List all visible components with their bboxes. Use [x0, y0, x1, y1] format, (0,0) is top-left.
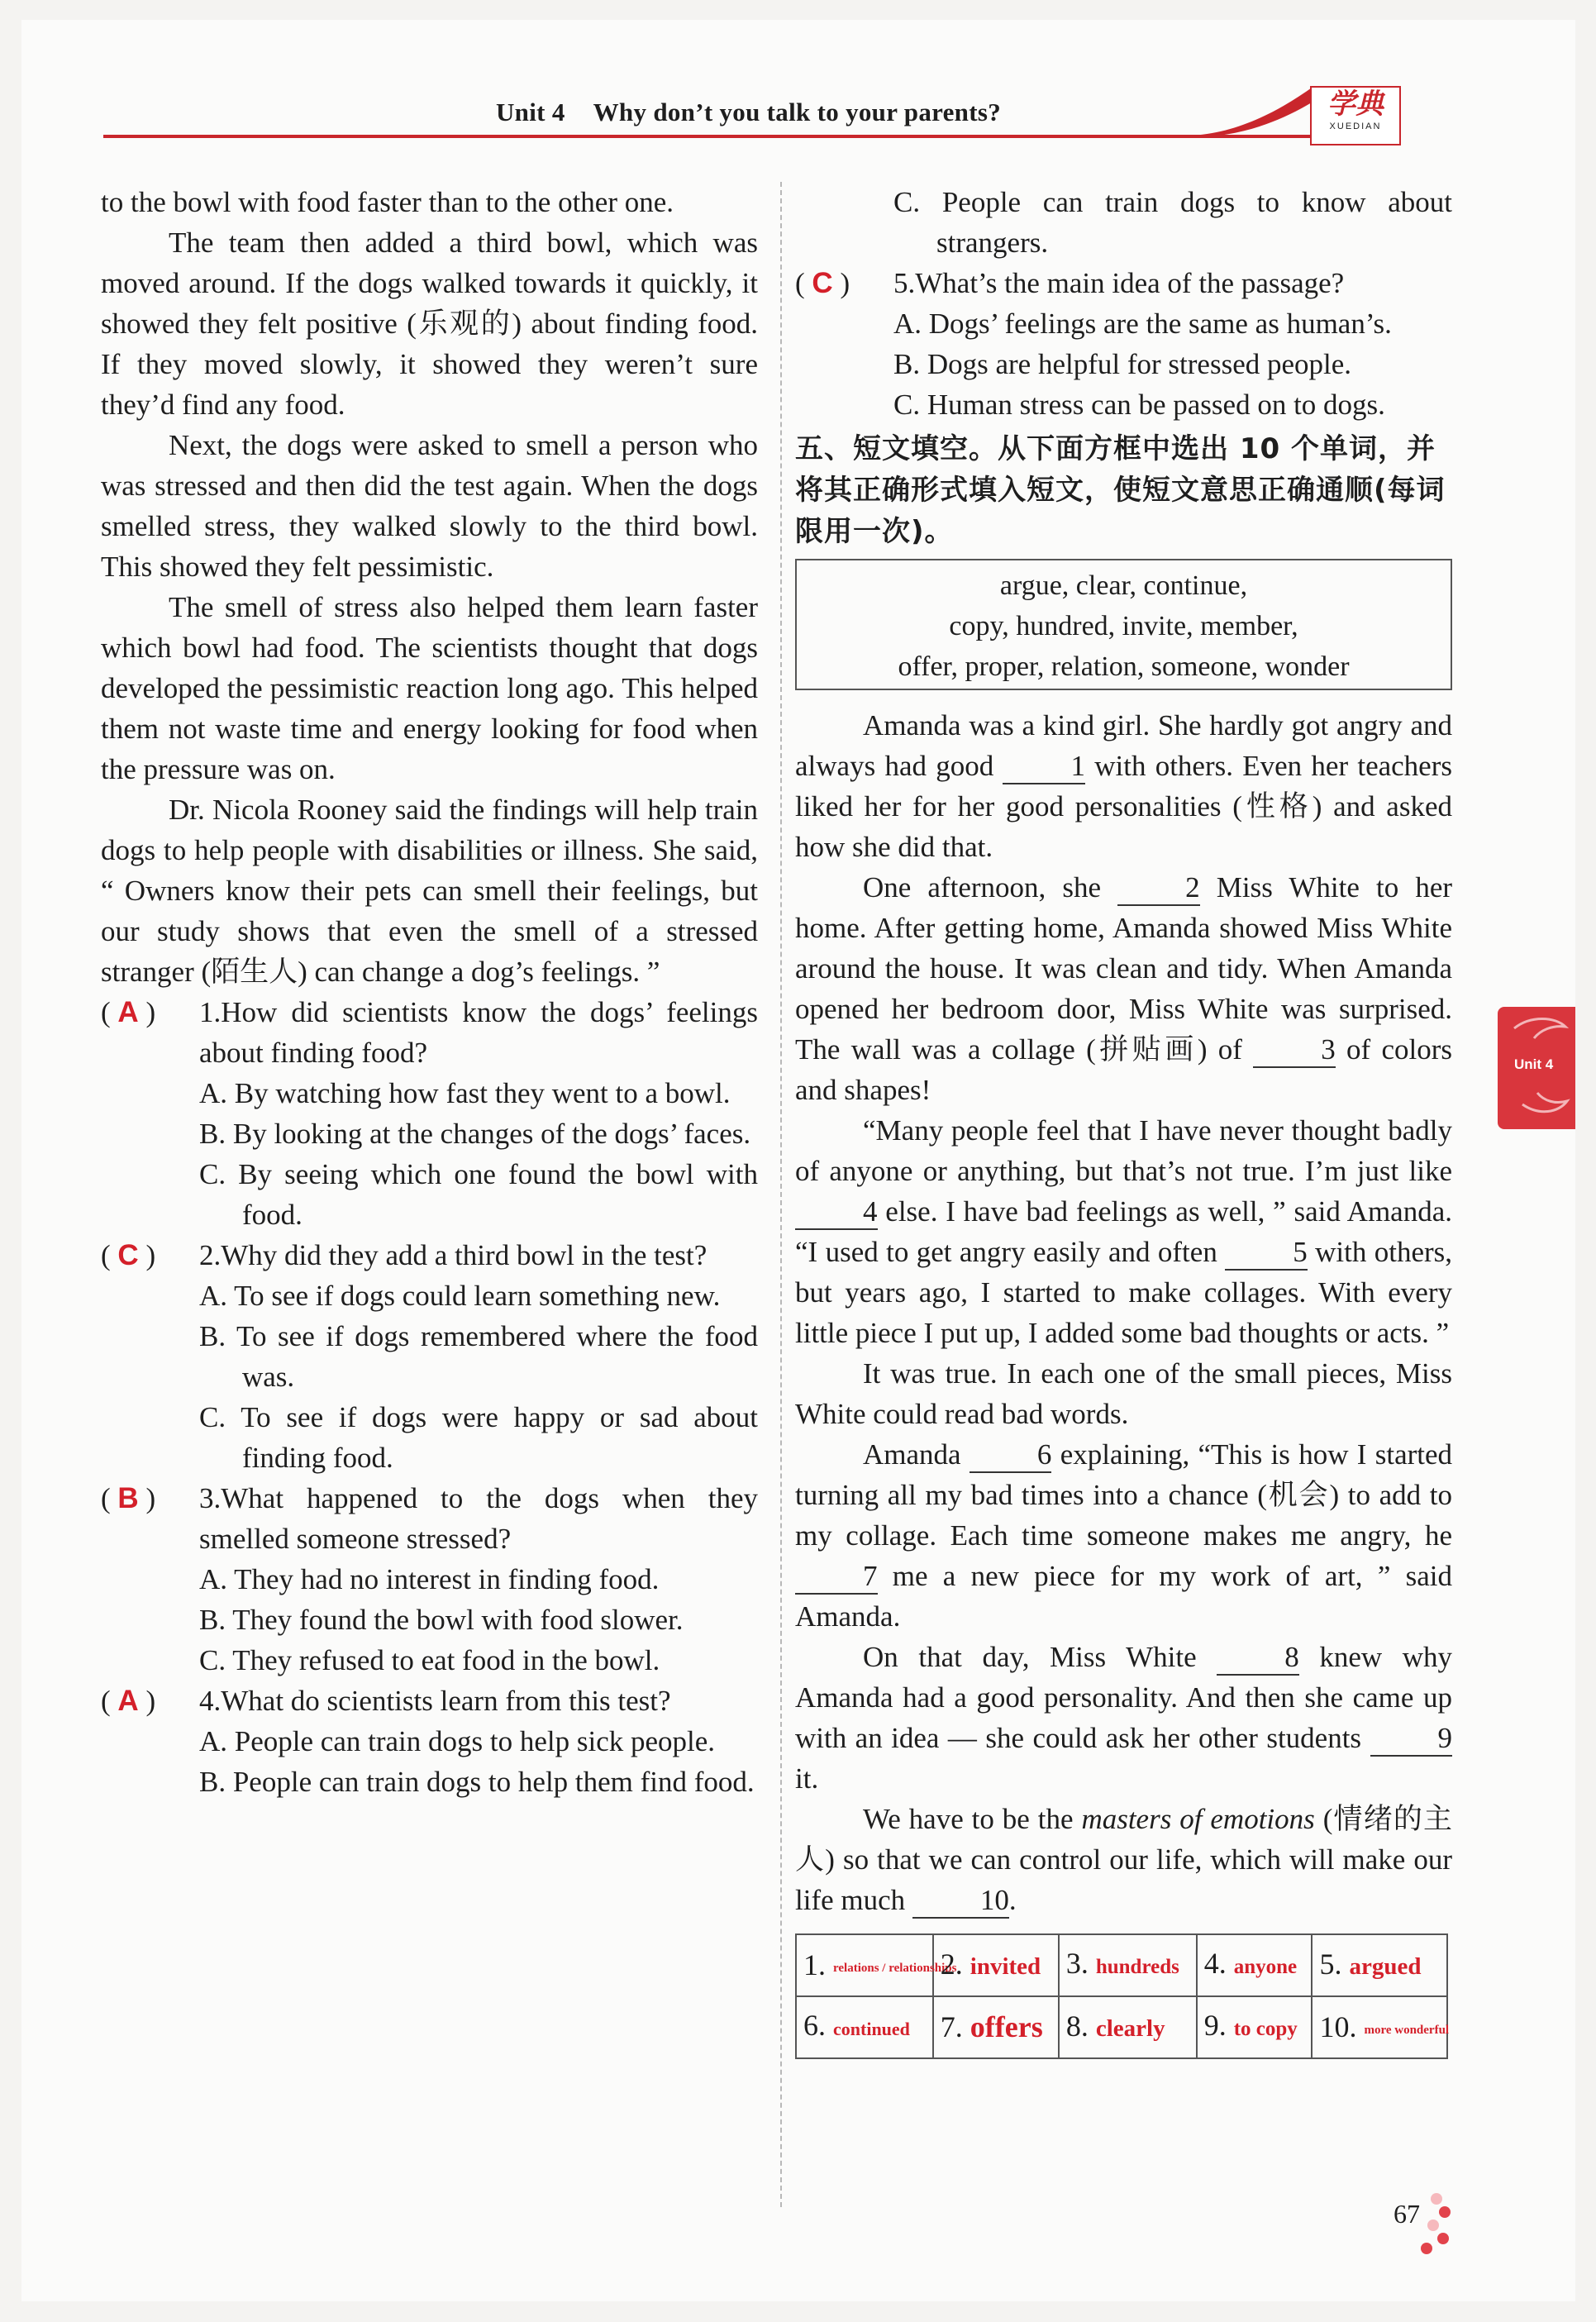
- question-3-options: [101, 1559, 758, 1681]
- question-5-options: [795, 303, 1452, 425]
- answer-bracket: ( C ): [101, 1239, 156, 1271]
- option: B. To see if dogs remembered where the food was.: [199, 1320, 758, 1393]
- answer-cell-3: 3. hundreds: [1059, 1934, 1197, 1996]
- text: (情绪的主人) so that we can control our life, which will make our life much: [795, 1803, 1453, 1916]
- cloze-paragraph: [795, 1799, 1452, 1920]
- answer-bracket: ( C ): [795, 267, 850, 299]
- left-column: [101, 182, 758, 1802]
- option: C. To see if dogs were happy or sad about finding food.: [199, 1401, 758, 1474]
- passage-paragraph: to the bowl with food faster than to the other one.: [101, 186, 674, 218]
- column-divider: [780, 182, 782, 2207]
- question-number: 1.: [199, 996, 222, 1028]
- passage-paragraph: The smell of stress also helped them learn faster which bowl had food. The scientists thought that dogs developed the pessimistic reaction long ago. This helped them not waste time and energy looking for food when the pressure was on.: [101, 591, 758, 785]
- question-1: [101, 992, 758, 1073]
- unit-side-tab: [1498, 1007, 1575, 1129]
- question-3: [101, 1478, 758, 1559]
- question-4: [101, 1681, 758, 1721]
- side-tab-label: Unit 4: [1514, 1056, 1554, 1072]
- question-number: 3.: [199, 1482, 222, 1514]
- option: A. Dogs’ feelings are the same as human’s.: [893, 308, 1392, 340]
- option: A. People can train dogs to help sick people.: [199, 1725, 716, 1757]
- text: We have to be the: [863, 1803, 1074, 1835]
- word-box: [795, 559, 1452, 690]
- option: A. By watching how fast they went to a bowl.: [199, 1077, 731, 1109]
- text: “Many people feel that I have never thought badly of anyone or anything, but that’s not true. I’m just like: [795, 1114, 1452, 1187]
- question-number: 5.: [893, 267, 916, 299]
- answer-cell-6: 6. continued: [796, 1996, 933, 2058]
- answer-value: offers: [970, 2010, 1043, 2043]
- page-header-title: [496, 98, 1001, 127]
- answer-value: clearly: [1095, 2014, 1165, 2042]
- answer-grid-row: [796, 1996, 1447, 2058]
- question-stem: What’s the main idea of the passage?: [915, 267, 1345, 299]
- header-rule: [103, 135, 1393, 138]
- text: else. I have bad feelings as well, ” said Amanda. “I used to get angry easily and often: [795, 1195, 1452, 1268]
- answer-value: continued: [833, 2019, 910, 2039]
- answer-cell-9: 9. to copy: [1197, 1996, 1313, 2058]
- text: Miss White to her home. After getting home, Amanda showed Miss White around the house. It was clean and tidy. When Amanda opened her bedroom door, Miss White was surprised. The wall was a collage (拼贴画) of: [795, 871, 1453, 1066]
- answer-cell-7: 7. offers: [933, 1996, 1059, 2058]
- blank-10: 10: [912, 1884, 1009, 1919]
- cloze-paragraph: It was true. In each one of the small pieces, Miss White could read bad words.: [795, 1357, 1452, 1430]
- answer-value: anyone: [1233, 1956, 1298, 1978]
- answer-value: more wonderful: [1364, 2023, 1450, 2037]
- option: B. People can train dogs to help them find food.: [199, 1766, 755, 1798]
- text: One afternoon, she: [863, 871, 1102, 904]
- text: explaining, “This is how I started turning all my bad times into a chance (机会) to add to my collage. Each time someone makes me angry, he: [795, 1438, 1453, 1552]
- blank-3: 3: [1253, 1033, 1336, 1068]
- answer-mark: C: [117, 1239, 139, 1271]
- option: C. People can train dogs to know about strangers.: [893, 186, 1452, 259]
- question-5: [795, 263, 1452, 303]
- question-number: 4.: [199, 1685, 222, 1717]
- text: Amanda: [863, 1438, 961, 1471]
- passage-paragraph: Dr. Nicola Rooney said the findings will help train dogs to help people with disabilities or illness. She said, “ Owners know their pets can smell their feelings, but our study shows that even the smell of a stressed stranger (陌生人) can change a dog’s feelings. ”: [101, 794, 758, 988]
- text: knew why Amanda had a good personality. And then she came up with an idea — she could ask her other students: [795, 1641, 1452, 1754]
- cloze-paragraph: [795, 1637, 1452, 1799]
- logo-en: XUEDIAN: [1329, 122, 1382, 131]
- answer-value: relations / relationships: [833, 1961, 957, 1975]
- right-column: [795, 182, 1452, 2059]
- option: C. They refused to eat food in the bowl.: [199, 1644, 660, 1676]
- text: with others. Even her teachers liked her for her good personalities (性格) and asked how she did that.: [795, 750, 1452, 863]
- answer-cell-4: 4. anyone: [1197, 1934, 1313, 1996]
- answer-value: hundreds: [1095, 1956, 1179, 1978]
- page-number: 67: [1394, 2199, 1420, 2229]
- answer-mark: C: [812, 267, 833, 299]
- answer-value: to copy: [1233, 2018, 1298, 2040]
- question-2-options: [101, 1275, 758, 1478]
- answer-bracket: ( A ): [101, 996, 156, 1028]
- question-stem: How did scientists know the dogs’ feelings about finding food?: [199, 996, 758, 1069]
- answer-value: argued: [1349, 1952, 1422, 1980]
- answer-grid-row: [796, 1934, 1447, 1996]
- text: of colors and shapes!: [795, 1033, 1452, 1106]
- cloze-paragraph: [795, 1110, 1452, 1353]
- answer-value: invited: [970, 1952, 1041, 1980]
- answer-cell-5: 5. argued: [1312, 1934, 1447, 1996]
- answer-cell-2: 2. invited: [933, 1934, 1059, 1996]
- text: Amanda was a kind girl. She hardly got angry and always had good: [795, 709, 1452, 782]
- header-title-text: Why don’t you talk to your parents?: [593, 98, 1002, 126]
- word-box-line: argue, clear, continue,: [999, 570, 1248, 601]
- blank-1: 1: [1003, 750, 1085, 784]
- xuedian-logo: [1310, 86, 1401, 145]
- blank-6: 6: [970, 1438, 1052, 1473]
- cloze-paragraph: [795, 1434, 1452, 1637]
- answer-mark: B: [117, 1482, 139, 1514]
- question-4-options: [101, 1721, 758, 1802]
- question-2: [101, 1235, 758, 1275]
- text: it.: [795, 1762, 819, 1795]
- option: A. To see if dogs could learn something new.: [199, 1280, 721, 1312]
- answer-cell-10: 10. more wonderful: [1312, 1996, 1447, 2058]
- text: On that day, Miss White: [863, 1641, 1197, 1673]
- cloze-paragraph: [795, 867, 1452, 1110]
- question-4-options-continued: [795, 182, 1452, 263]
- answer-grid: [795, 1933, 1448, 2059]
- text: .: [1008, 1884, 1017, 1916]
- blank-7: 7: [795, 1560, 878, 1595]
- answer-bracket: ( B ): [101, 1482, 156, 1514]
- question-stem: Why did they add a third bowl in the test?: [221, 1239, 707, 1271]
- option: C. By seeing which one found the bowl with food.: [199, 1158, 758, 1231]
- question-1-options: [101, 1073, 758, 1235]
- question-number: 2.: [199, 1239, 222, 1271]
- option: A. They had no interest in finding food.: [199, 1563, 660, 1595]
- question-stem: What happened to the dogs when they smelled someone stressed?: [199, 1482, 758, 1555]
- option: B. Dogs are helpful for stressed people.: [893, 348, 1352, 380]
- option: B. By looking at the changes of the dogs’ faces.: [199, 1118, 751, 1150]
- word-box-line: copy, hundred, invite, member,: [949, 611, 1298, 641]
- blank-4: 4: [795, 1195, 878, 1230]
- section-5-title: 五、短文填空。从下面方框中选出 10 个单词，并将其正确形式填入短文，使短文意思正确通顺(每词限用一次)。: [795, 432, 1446, 548]
- cloze-paragraph: [795, 705, 1452, 867]
- answer-mark: A: [117, 996, 139, 1028]
- logo-cn: 学典: [1327, 88, 1384, 121]
- question-stem: What do scientists learn from this test?: [221, 1685, 671, 1717]
- text: me a new piece for my work of art, ” said Amanda.: [795, 1560, 1452, 1633]
- blank-9: 9: [1370, 1722, 1453, 1757]
- answer-bracket: ( A ): [101, 1685, 156, 1717]
- header-unit: Unit 4: [496, 98, 565, 126]
- blank-8: 8: [1217, 1641, 1299, 1676]
- passage-paragraph: Next, the dogs were asked to smell a person who was stressed and then did the test again. When the dogs smelled stress, they walked slowly to the third bowl. This showed they felt pessimistic.: [101, 429, 758, 583]
- blank-2: 2: [1117, 871, 1200, 906]
- blank-5: 5: [1225, 1236, 1308, 1271]
- header-swoosh-decoration: [1190, 83, 1322, 142]
- answer-mark: A: [117, 1685, 139, 1717]
- answer-cell-1: 1. relations / relationships: [796, 1934, 933, 1996]
- word-box-line: offer, proper, relation, someone, wonder: [898, 651, 1350, 682]
- text: with others, but years ago, I started to make collages. With every little piece I put up, I added some bad thoughts or acts. ”: [795, 1236, 1453, 1349]
- decorative-dots-icon: [1405, 2191, 1455, 2257]
- option: C. Human stress can be passed on to dogs.: [893, 389, 1385, 421]
- passage-paragraph: The team then added a third bowl, which was moved around. If the dogs walked towards it quickly, it showed they felt positive (乐观的) about finding food. If they moved slowly, it showed they weren’t sure they’d find any food.: [101, 226, 758, 421]
- italic-text: masters of emotions: [1081, 1803, 1315, 1835]
- answer-cell-8: 8. clearly: [1059, 1996, 1197, 2058]
- option: B. They found the bowl with food slower.: [199, 1604, 684, 1636]
